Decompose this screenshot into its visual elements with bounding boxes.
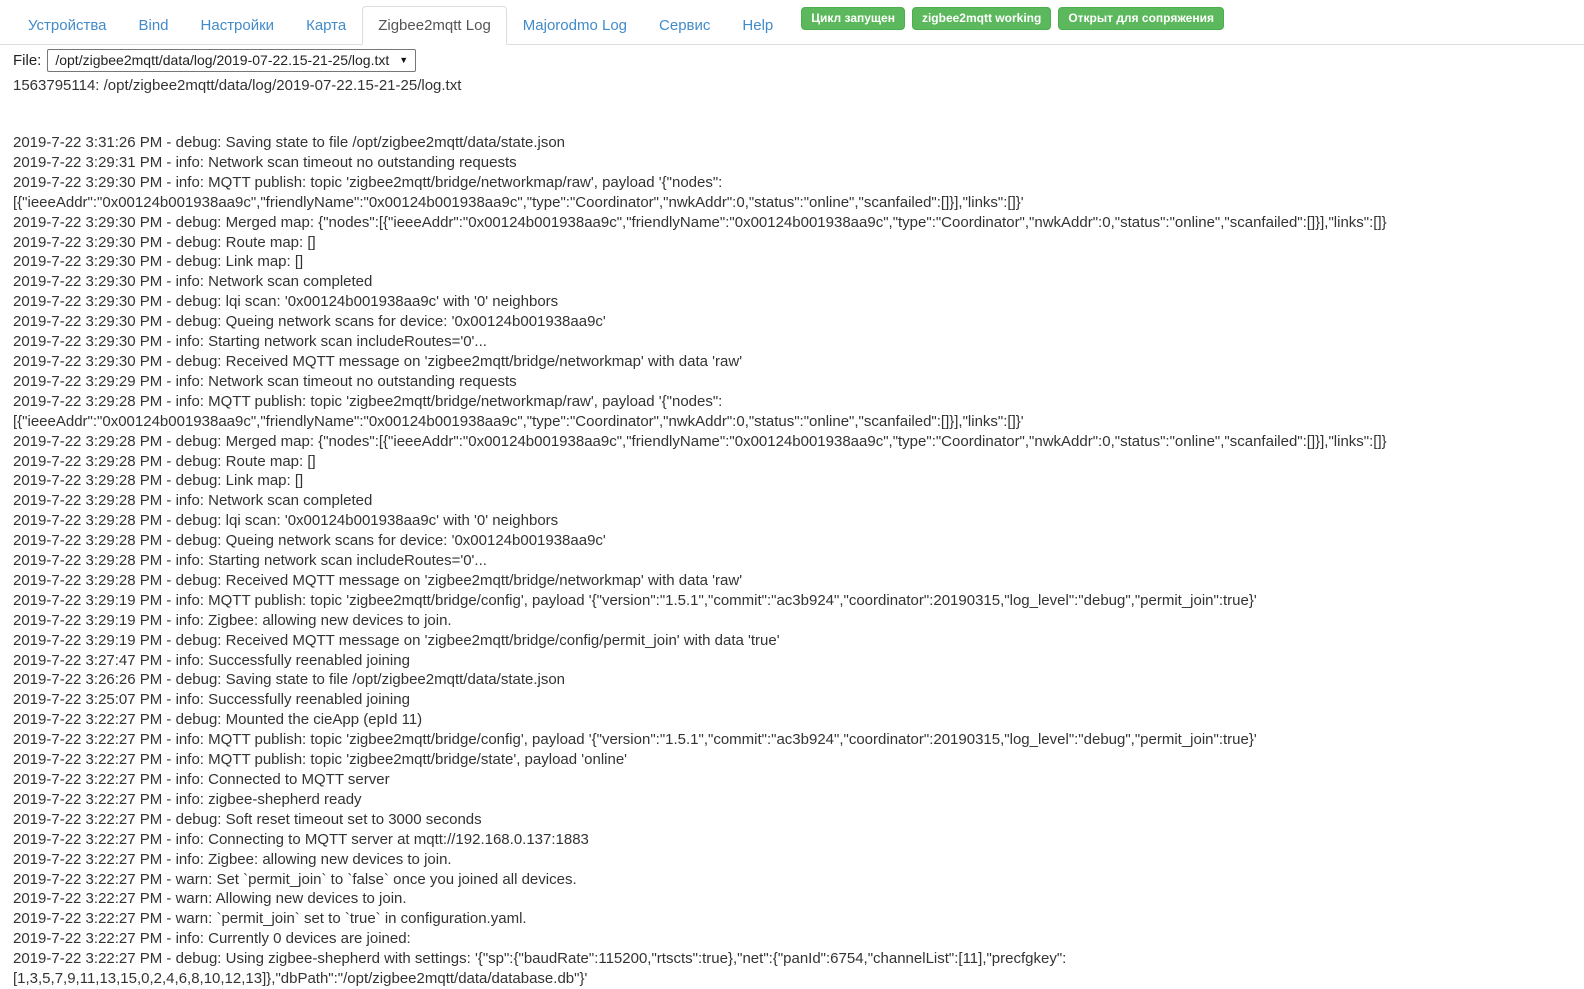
log-line: 2019-7-22 3:29:30 PM - debug: Received MQTT message on 'zigbee2mqtt/bridge/networkmap' with data 'raw' xyxy=(13,352,743,370)
status-badge-open-for-pairing[interactable]: Открыт для сопряжения xyxy=(1058,7,1224,30)
tab-devices[interactable] xyxy=(12,6,122,45)
log-line: 2019-7-22 3:25:07 PM - info: Successfully reenabled joining xyxy=(13,691,410,709)
log-line: 2019-7-22 3:22:27 PM - info: MQTT publish: topic 'zigbee2mqtt/bridge/config', payload '{"version":"1.5.1","commit":"ac3b924","coordinator":20190315,"log_level":"debug","permit_join":true}' xyxy=(13,731,1257,749)
log-line: 2019-7-22 3:29:30 PM - info: Starting network scan includeRoutes='0'... xyxy=(13,333,487,351)
tab-settings[interactable] xyxy=(185,6,291,45)
tab-service[interactable] xyxy=(643,6,726,45)
log-line: 2019-7-22 3:22:27 PM - info: Connecting to MQTT server at mqtt://192.168.0.137:1883 xyxy=(13,830,589,848)
log-line: 2019-7-22 3:29:30 PM - debug: Link map: [] xyxy=(13,253,304,271)
log-line: 2019-7-22 3:29:28 PM - debug: Received MQTT message on 'zigbee2mqtt/bridge/networkmap' with data 'raw' xyxy=(13,571,743,589)
log-line: 2019-7-22 3:26:26 PM - debug: Saving state to file /opt/zigbee2mqtt/data/state.json xyxy=(13,671,566,689)
log-line: 2019-7-22 3:29:30 PM - info: Network scan completed xyxy=(13,273,373,291)
log-line: 2019-7-22 3:29:30 PM - debug: Queing network scans for device: '0x00124b001938aa9c' xyxy=(13,313,606,331)
tab-majordomo-log[interactable] xyxy=(507,6,643,45)
tab-label: Устройства xyxy=(28,17,107,34)
log-line: 2019-7-22 3:29:30 PM - debug: Merged map: {"nodes":[{"ieeeAddr":"0x00124b001938aa9c","friendlyName":"0x00124b001938aa9c","type":"Coordinator","nwkAddr":0,"status":"online","scanfailed":[]}],"links":[]} xyxy=(13,213,1387,231)
log-line: 2019-7-22 3:22:27 PM - debug: Using zigbee-shepherd with settings: '{"sp":{"baudRate":115200,"rtscts":true},"net":{"panId":6754,"channelList":[11],"precfgkey":[1,3,5,7,9,11,13,15,0,2,4,6,8,10,12,13]},"dbPath":"/opt/zigbee2mqtt/data/database.db"}' xyxy=(13,950,1067,988)
log-line: 2019-7-22 3:22:27 PM - info: Currently 0 devices are joined: xyxy=(13,930,411,948)
status-badges xyxy=(801,7,1224,30)
file-info-line: 1563795114: /opt/zigbee2mqtt/data/log/2019-07-22.15-21-25/log.txt xyxy=(13,77,462,94)
log-line: 2019-7-22 3:22:27 PM - info: Zigbee: allowing new devices to join. xyxy=(13,850,452,868)
log-line: 2019-7-22 3:29:28 PM - debug: Link map: [] xyxy=(13,472,304,490)
log-line: 2019-7-22 3:22:27 PM - info: MQTT publish: topic 'zigbee2mqtt/bridge/state', payload 'online' xyxy=(13,751,628,769)
tab-bar xyxy=(0,0,1584,45)
log-line: 2019-7-22 3:22:27 PM - warn: Allowing new devices to join. xyxy=(13,890,407,908)
tab-map[interactable] xyxy=(290,6,362,45)
status-badge-zigbee2mqtt-working[interactable]: zigbee2mqtt working xyxy=(912,7,1051,30)
tab-label: Карта xyxy=(306,17,347,34)
file-selector-row xyxy=(13,49,1584,72)
tab-label: Majorodmo Log xyxy=(522,17,628,34)
file-select-value: /opt/zigbee2mqtt/data/log/2019-07-22.15-21-25/log.txt xyxy=(55,52,390,68)
file-select[interactable] xyxy=(47,49,416,72)
log-line: 2019-7-22 3:29:19 PM - info: MQTT publish: topic 'zigbee2mqtt/bridge/config', payload '{"version":"1.5.1","commit":"ac3b924","coordinator":20190315,"log_level":"debug","permit_join":true}' xyxy=(13,591,1257,609)
log-line: 2019-7-22 3:22:27 PM - debug: Soft reset timeout set to 3000 seconds xyxy=(13,810,482,828)
tab-label: Сервис xyxy=(659,17,711,34)
log-line: 2019-7-22 3:22:27 PM - debug: Mounted the cieApp (epId 11) xyxy=(13,711,423,729)
log-line: 2019-7-22 3:29:30 PM - debug: lqi scan: '0x00124b001938aa9c' with '0' neighbors xyxy=(13,293,559,311)
log-line: 2019-7-22 3:22:27 PM - warn: Set `permit_join` to `false` once you joined all devices. xyxy=(13,870,577,888)
log-line: 2019-7-22 3:22:27 PM - info: Connected to MQTT server xyxy=(13,771,390,788)
log-output xyxy=(13,133,1570,989)
log-line: 2019-7-22 3:22:27 PM - info: zigbee-shepherd ready xyxy=(13,790,362,808)
file-label: File: xyxy=(13,52,42,69)
tab-label: Help xyxy=(742,17,774,34)
log-line: 2019-7-22 3:29:19 PM - debug: Received MQTT message on 'zigbee2mqtt/bridge/config/permit_join' with data 'true' xyxy=(13,631,780,649)
log-line: 2019-7-22 3:29:29 PM - info: Network scan timeout no outstanding requests xyxy=(13,372,517,390)
tab-label: Настройки xyxy=(200,17,275,34)
log-line: 2019-7-22 3:29:19 PM - info: Zigbee: allowing new devices to join. xyxy=(13,611,452,629)
dropdown-arrow-icon: ▼ xyxy=(399,55,409,65)
log-line: 2019-7-22 3:29:28 PM - info: Starting network scan includeRoutes='0'... xyxy=(13,552,487,570)
log-line: 2019-7-22 3:29:30 PM - info: MQTT publish: topic 'zigbee2mqtt/bridge/networkmap/raw', payload '{"nodes":[{"ieeeAddr":"0x00124b001938aa9c","friendlyName":"0x00124b001938aa9c","type":"Coordinator","nwkAddr":0,"status":"online","scanfailed":[]}],"links":[]}' xyxy=(13,173,1024,211)
log-line: 2019-7-22 3:22:27 PM - warn: `permit_join` set to `true` in configuration.yaml. xyxy=(13,910,527,928)
tab-label: Zigbee2mqtt Log xyxy=(378,17,491,34)
status-badge-cycle-running[interactable]: Цикл запущен xyxy=(801,7,905,30)
log-line: 2019-7-22 3:29:28 PM - info: MQTT publish: topic 'zigbee2mqtt/bridge/networkmap/raw', payload '{"nodes":[{"ieeeAddr":"0x00124b001938aa9c","friendlyName":"0x00124b001938aa9c","type":"Coordinator","nwkAddr":0,"status":"online","scanfailed":[]}],"links":[]}' xyxy=(13,392,1024,430)
log-line: 2019-7-22 3:29:31 PM - info: Network scan timeout no outstanding requests xyxy=(13,153,517,171)
log-line: 2019-7-22 3:29:28 PM - debug: Merged map: {"nodes":[{"ieeeAddr":"0x00124b001938aa9c","friendlyName":"0x00124b001938aa9c","type":"Coordinator","nwkAddr":0,"status":"online","scanfailed":[]}],"links":[]} xyxy=(13,432,1387,450)
log-line: 2019-7-22 3:31:26 PM - debug: Saving state to file /opt/zigbee2mqtt/data/state.json xyxy=(13,134,566,151)
log-line: 2019-7-22 3:29:28 PM - info: Network scan completed xyxy=(13,492,373,510)
log-line: 2019-7-22 3:27:47 PM - info: Successfully reenabled joining xyxy=(13,651,410,669)
tab-label: Bind xyxy=(138,17,169,34)
log-line: 2019-7-22 3:29:28 PM - debug: lqi scan: '0x00124b001938aa9c' with '0' neighbors xyxy=(13,512,559,530)
tab-help[interactable] xyxy=(726,6,789,45)
tab-zigbee2mqtt-log[interactable] xyxy=(362,6,507,45)
log-line: 2019-7-22 3:29:28 PM - debug: Queing network scans for device: '0x00124b001938aa9c' xyxy=(13,532,606,550)
log-line: 2019-7-22 3:29:28 PM - debug: Route map: [] xyxy=(13,452,316,470)
log-line: 2019-7-22 3:29:30 PM - debug: Route map: [] xyxy=(13,233,316,251)
tab-bind[interactable] xyxy=(122,6,184,45)
